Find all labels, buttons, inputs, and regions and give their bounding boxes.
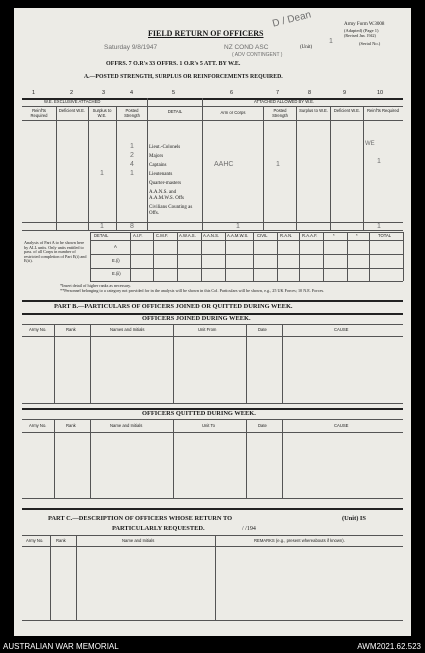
joined-title: OFFICERS JOINED DURING WEEK. bbox=[142, 315, 251, 322]
analysis-row-e1: E.(i) bbox=[112, 258, 120, 263]
hdr-surplus-left: Surplus to W.E. bbox=[92, 108, 112, 118]
analysis-col-star1: * bbox=[333, 233, 335, 238]
surplus-lieutenants: 1 bbox=[100, 170, 104, 177]
serial-value: 1 bbox=[329, 38, 333, 45]
rank-aans: A.A.N.S. and A.A.M.W.S. Offs bbox=[149, 190, 185, 201]
total-reinf: 1 bbox=[377, 223, 381, 230]
part-c-title: PART C.—DESCRIPTION OF OFFICERS WHOSE RETURN TO bbox=[48, 515, 233, 522]
adapted-note: (Adapted) (Page 1) bbox=[344, 28, 379, 33]
we-group-header: W.E. EXCLUSIVE ATTACHED bbox=[44, 99, 101, 104]
col-num-6: 6 bbox=[230, 90, 234, 96]
analysis-col-civil: CIVIL bbox=[257, 233, 268, 238]
reinf-right-value: 1 bbox=[377, 158, 381, 165]
hdr-reinf-right: Reinf'ts Required bbox=[367, 108, 399, 113]
quitted-hdr-date: Date bbox=[258, 423, 267, 428]
analysis-detail-label: DETAIL bbox=[94, 233, 109, 238]
part-c-unit-label: (Unit) IS bbox=[342, 515, 366, 522]
analysis-row-e2: E.(ii) bbox=[112, 271, 121, 276]
joined-hdr-name: Names and Initials bbox=[110, 327, 145, 332]
posted-lt-col: 1 bbox=[130, 143, 134, 150]
col-num-5: 5 bbox=[172, 90, 176, 96]
hdr-detail: DETAIL bbox=[167, 109, 183, 114]
posted-captains: 4 bbox=[130, 161, 134, 168]
col-num-3: 3 bbox=[102, 90, 106, 96]
quitted-title: OFFICERS QUITTED DURING WEEK. bbox=[142, 410, 256, 417]
hdr-arm-corps: Arm or Corps bbox=[220, 110, 246, 115]
col-num-4: 4 bbox=[130, 90, 134, 96]
part-c-date: / /194 bbox=[242, 526, 256, 532]
hdr-reinf-left: Reinf'ts Required bbox=[30, 108, 48, 118]
joined-hdr-date: Date bbox=[258, 327, 267, 332]
week-ending: Saturday 9/8/1947 bbox=[104, 44, 158, 51]
part-b-title: PART B.—PARTICULARS OF OFFICERS JOINED OR QUITTED DURING WEEK. bbox=[54, 303, 293, 310]
reinf-right-top: WE bbox=[365, 141, 375, 147]
hdr-deficient-right: Deficient W.E. bbox=[333, 108, 361, 113]
total-posted: 8 bbox=[130, 223, 134, 230]
part-c-line2: PARTICULARLY REQUESTED. bbox=[112, 525, 205, 532]
joined-hdr-rank: Rank bbox=[66, 327, 76, 332]
rank-majors: Majors bbox=[149, 154, 164, 159]
analysis-col-ran: R.A.N. bbox=[280, 233, 293, 238]
handwritten-note: D / Dean bbox=[271, 9, 313, 30]
unit-value: NZ COND ASC bbox=[224, 44, 269, 51]
form-page bbox=[14, 8, 411, 636]
analysis-col-awas: A.W.A.S. bbox=[179, 233, 196, 238]
col-num-8: 8 bbox=[308, 90, 312, 96]
hdr-posted-left: Posted Strength bbox=[124, 108, 140, 118]
part-c-hdr-rank: Rank bbox=[56, 538, 66, 543]
footer-accession: AWM2021.62.523 bbox=[357, 642, 421, 651]
analysis-note-2: **Personnel belonging to a category not provided for in the analysis will be shown in this Col. Particulars will be shown, e.g., 25 UK Forces; 10 N.E. Forces. bbox=[60, 288, 325, 293]
section-a-title: A.—POSTED STRENGTH, SURPLUS OR REINFORCEMENTS REQUIRED. bbox=[84, 74, 283, 80]
rank-lt-col: Lieut.-Colonels bbox=[149, 145, 181, 150]
quitted-hdr-unit-to: Unit To bbox=[202, 423, 215, 428]
part-c-hdr-remarks: REMARKS (e.g., present whereabouts if known). bbox=[254, 538, 345, 543]
unit-note: ( ADV CONTINGENT ) bbox=[232, 52, 283, 58]
analysis-col-aif: A.I.F. bbox=[133, 233, 143, 238]
analysis-note-1: *Insert detail of higher ranks as necessary. bbox=[60, 283, 132, 288]
analysis-col-total: TOTAL bbox=[378, 233, 392, 238]
joined-hdr-cause: CAUSE bbox=[334, 327, 349, 332]
joined-hdr-unit-from: Unit From bbox=[198, 327, 217, 332]
hdr-surplus-right: Surplus to W.E. bbox=[299, 108, 328, 113]
quitted-hdr-cause: CAUSE bbox=[334, 423, 349, 428]
col-num-9: 9 bbox=[343, 90, 347, 96]
rank-lieutenants: Lieutenants bbox=[149, 172, 173, 177]
hdr-posted-right: Posted Strength bbox=[272, 108, 288, 118]
part-c-hdr-army-no: Army No. bbox=[26, 538, 44, 543]
rank-qm: Quarter-masters bbox=[149, 181, 182, 186]
serial-label: (Serial No.) bbox=[359, 41, 381, 46]
form-title: FIELD RETURN OF OFFICERS bbox=[148, 29, 264, 38]
posted-lieutenants: 1 bbox=[130, 170, 134, 177]
analysis-col-raaf: R.A.A.F. bbox=[302, 233, 318, 238]
att-group-header: ATTACHED ALLOWED BY W.E. bbox=[254, 99, 315, 104]
att-posted-value: 1 bbox=[276, 161, 280, 168]
analysis-col-star2: * bbox=[356, 233, 358, 238]
archive-footer bbox=[0, 641, 425, 653]
strength-line: OFFRS. 7 O.R's 33 OFFRS. 1 O.R's 5 ATT. BY W.E. bbox=[106, 61, 241, 67]
posted-majors: 2 bbox=[130, 152, 134, 159]
part-c-hdr-name: Name and Initials bbox=[122, 538, 155, 543]
rank-civilians: Civilians Counting as Offs. bbox=[149, 205, 193, 216]
rank-captains: Captains bbox=[149, 163, 167, 168]
analysis-col-cmf: C.M.F. bbox=[156, 233, 169, 238]
analysis-col-aans: A.A.N.S. bbox=[203, 233, 220, 238]
unit-label: (Unit) bbox=[300, 45, 313, 50]
col-num-10: 10 bbox=[377, 90, 384, 96]
analysis-text: Analysis of Part A to be shown here by ALL units. Only units entitled to pass. of all Corps in number of restricted completion of Part E(i) and E(ii). bbox=[24, 240, 87, 264]
revised-note: (Revised Jan. 1942) bbox=[344, 33, 376, 38]
col-num-2: 2 bbox=[70, 90, 74, 96]
analysis-row-a: A bbox=[114, 244, 117, 249]
total-att: 1 bbox=[236, 223, 240, 230]
quitted-hdr-name: Name and Initials bbox=[110, 423, 143, 428]
joined-hdr-army-no: Army No. bbox=[29, 327, 47, 332]
hdr-deficient-left: Deficient W.E. bbox=[58, 108, 86, 113]
quitted-hdr-army-no: Army No. bbox=[29, 423, 47, 428]
analysis-col-aamws: A.A.M.W.S. bbox=[227, 233, 249, 238]
col-num-1: 1 bbox=[32, 90, 36, 96]
total-surplus: 1 bbox=[100, 223, 104, 230]
quitted-hdr-rank: Rank bbox=[66, 423, 76, 428]
footer-institution: AUSTRALIAN WAR MEMORIAL bbox=[3, 642, 119, 651]
col-num-7: 7 bbox=[276, 90, 280, 96]
arm-corps-value: AAHC bbox=[214, 161, 234, 168]
army-form-number: Army Form W.3008 bbox=[344, 22, 385, 27]
